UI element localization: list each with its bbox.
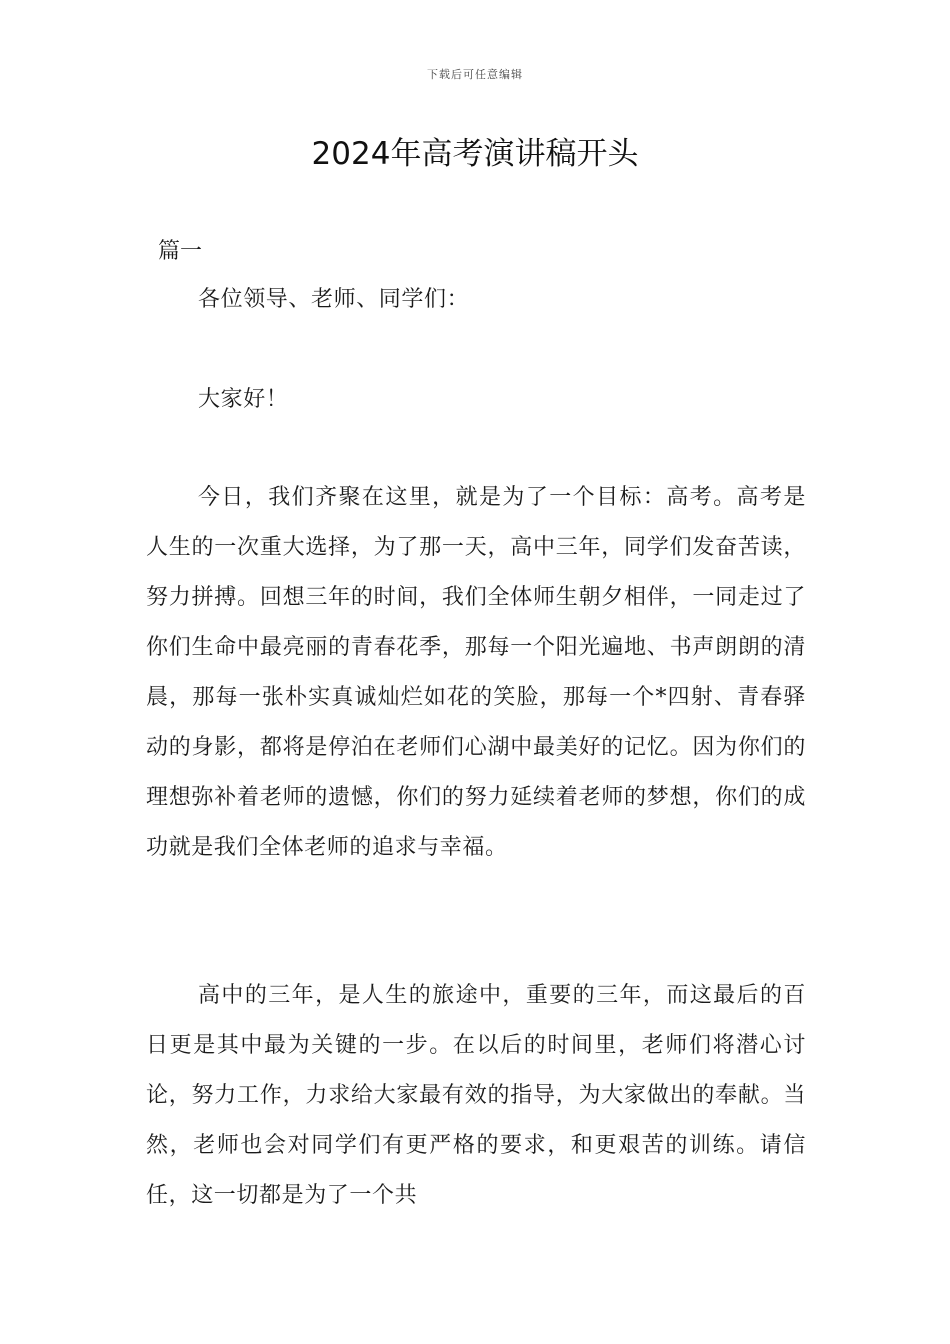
greeting-text: 大家好！ [198, 387, 289, 412]
greeting [146, 375, 806, 425]
paragraph-1 [146, 473, 806, 873]
section-label: 篇一 [158, 239, 203, 264]
paragraph-2 [146, 971, 806, 1221]
salutation [146, 275, 806, 325]
document-title: 2024年高考演讲稿开头 [311, 136, 639, 172]
paragraph-text: 今日，我们齐聚在这里，就是为了一个目标：高考。高考是人生的一次重大选择，为了那一天，高中三年，同学们发奋苦读，努力拼搏。回想三年的时间，我们全体师生朝夕相伴，一同走过了你们生命中最亮丽的青春花季，那每一个阳光遍地、书声朗朗的清晨，那每一张朴实真诚灿烂如花的笑脸，那每一个*四射、青春驿动的身影，都将是停泊在老师们心湖中最美好的记忆。因为你们的理想弥补着老师的遗憾，你们的努力延续着老师的梦想，你们的成功就是我们全体老师的追求与幸福。 [146, 485, 806, 860]
paragraph-text: 高中的三年，是人生的旅途中，重要的三年，而这最后的百日更是其中最为关键的一步。在以后的时间里，老师们将潜心讨论，努力工作，力求给大家最有效的指导，为大家做出的奉献。当然，老师也会对同学们有更严格的要求，和更艰苦的训练。请信任，这一切都是为了一个共 [146, 983, 806, 1208]
salutation-text: 各位领导、老师、同学们： [198, 287, 470, 312]
page-header-note: 下载后可任意编辑 [427, 68, 523, 81]
